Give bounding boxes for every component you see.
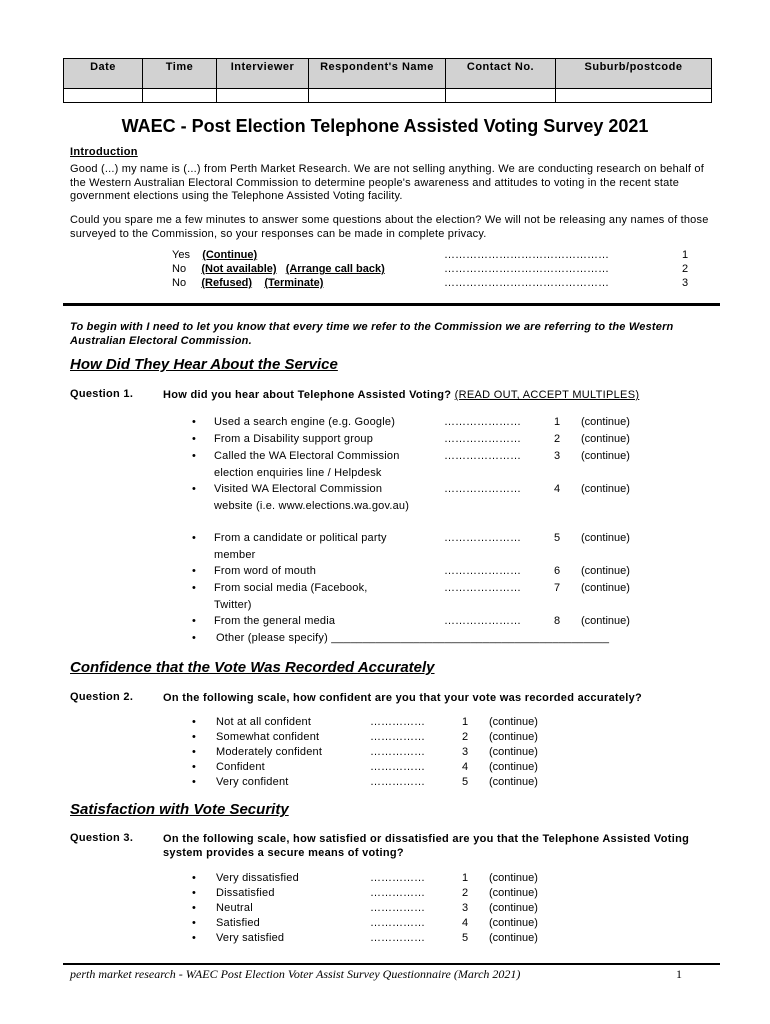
cell-suburb-postcode[interactable]: [556, 89, 712, 103]
option-answer: Yes: [172, 249, 190, 261]
bullet-icon: •: [192, 776, 196, 788]
option-code: 7: [554, 582, 561, 594]
q2-option-2[interactable]: Somewhat confident: [216, 731, 320, 743]
q3-option-2[interactable]: Dissatisfied: [216, 887, 275, 899]
cell-contact-no[interactable]: [446, 89, 556, 103]
option-action: (continue): [489, 932, 538, 944]
bullet-icon: •: [192, 917, 196, 929]
bullet-icon: •: [192, 582, 196, 594]
cell-time[interactable]: [143, 89, 217, 103]
option-action: (continue): [581, 582, 630, 594]
option-action: (continue): [581, 532, 630, 544]
col-date: Date: [64, 59, 143, 89]
option-code: 5: [462, 932, 469, 944]
footer-divider: [63, 963, 720, 965]
footer-text: perth market research - WAEC Post Election Voter Assist Survey Questionnaire (March 2021): [70, 967, 521, 981]
question-1-label: Question 1.: [70, 388, 134, 400]
option-answer: No: [172, 277, 187, 289]
col-time: Time: [143, 59, 217, 89]
dot-leader: ……………: [370, 902, 425, 914]
dot-leader: …………………: [444, 433, 521, 445]
commission-note: To begin with I need to let you know that every time we refer to the Commission we are referring to the Western Australian Electoral Commission.: [70, 321, 674, 347]
col-interviewer: Interviewer: [217, 59, 309, 89]
q3-option-4[interactable]: Satisfied: [216, 917, 260, 929]
dot-leader: ………………………………………: [444, 277, 609, 289]
bullet-icon: •: [192, 433, 196, 445]
q1-option-8[interactable]: From the general media: [214, 615, 336, 627]
dot-leader: ……………: [370, 887, 425, 899]
section-heading-security: Satisfaction with Vote Security: [70, 801, 289, 818]
option-code: 1: [554, 416, 561, 428]
col-suburb-postcode: Suburb/postcode: [556, 59, 712, 89]
option-code: 3: [462, 902, 469, 914]
dot-leader: ……………: [370, 731, 425, 743]
col-respondent-name: Respondent's Name: [309, 59, 446, 89]
dot-leader: ……………: [370, 932, 425, 944]
bullet-icon: •: [192, 632, 196, 644]
intro-paragraph-2: Could you spare me a few minutes to answer some questions about the election? We will not be releasing any names of those surveyed to the Commission, so your responses can be made in complete privacy.: [70, 214, 709, 240]
question-1-text: [163, 388, 639, 402]
q1-option-2[interactable]: From a Disability support group: [214, 433, 374, 445]
intro-option-no-not-available: [172, 263, 385, 275]
bullet-icon: •: [192, 532, 196, 544]
intro-heading: Introduction: [70, 146, 138, 158]
option-action: (continue): [489, 746, 538, 758]
option-action: (Terminate): [264, 277, 324, 289]
option-code: 1: [462, 716, 469, 728]
bullet-icon: •: [192, 887, 196, 899]
bullet-icon: •: [192, 450, 196, 462]
option-code: 4: [554, 483, 561, 495]
dot-leader: ………………………………………: [444, 263, 609, 275]
col-contact-no: Contact No.: [446, 59, 556, 89]
q1-option-4[interactable]: Visited WA Electoral Commission website (i.e. www.elections.wa.gov.au): [214, 483, 410, 512]
bullet-icon: •: [192, 615, 196, 627]
option-action: (continue): [489, 716, 538, 728]
section-divider: [63, 303, 720, 306]
option-code: 2: [462, 731, 469, 743]
q2-option-5[interactable]: Very confident: [216, 776, 289, 788]
option-action: (continue): [581, 565, 630, 577]
bullet-icon: •: [192, 416, 196, 428]
option-code: 4: [462, 761, 469, 773]
option-code: 2: [682, 263, 689, 275]
option-action: (Continue): [202, 249, 258, 261]
document-title: WAEC - Post Election Telephone Assisted Voting Survey 2021: [121, 116, 649, 136]
section-heading-how-heard: How Did They Hear About the Service: [70, 356, 338, 373]
option-code: 5: [462, 776, 469, 788]
q3-option-1[interactable]: Very dissatisfied: [216, 872, 299, 884]
dot-leader: …………………: [444, 483, 521, 495]
option-code: 3: [682, 277, 689, 289]
option-code: 1: [462, 872, 469, 884]
option-code: 8: [554, 615, 561, 627]
question-1-instruction: (READ OUT, ACCEPT MULTIPLES): [454, 389, 640, 401]
bullet-icon: •: [192, 902, 196, 914]
bullet-icon: •: [192, 483, 196, 495]
option-answer: No: [172, 263, 187, 275]
bullet-icon: •: [192, 932, 196, 944]
option-code: 2: [462, 887, 469, 899]
bullet-icon: •: [192, 746, 196, 758]
question-2-label: Question 2.: [70, 691, 134, 703]
dot-leader: …………………: [444, 416, 521, 428]
option-action: (Arrange call back): [285, 263, 385, 275]
interview-header-table: [63, 58, 712, 103]
cell-date[interactable]: [64, 89, 143, 103]
bullet-icon: •: [192, 731, 196, 743]
dot-leader: ……………: [370, 746, 425, 758]
option-action: (Not available): [201, 263, 277, 275]
q2-option-3[interactable]: Moderately confident: [216, 746, 323, 758]
q1-option-5[interactable]: From a candidate or political party member: [214, 532, 387, 561]
option-code: 3: [554, 450, 561, 462]
bullet-icon: •: [192, 872, 196, 884]
option-action: (continue): [489, 917, 538, 929]
option-action: (continue): [581, 416, 630, 428]
option-code: 5: [554, 532, 561, 544]
dot-leader: …………………: [444, 450, 521, 462]
option-code: 4: [462, 917, 469, 929]
intro-option-yes: [172, 249, 257, 261]
option-action: (continue): [489, 761, 538, 773]
dot-leader: …………………: [444, 582, 521, 594]
dot-leader: …………………: [444, 532, 521, 544]
question-3-text: On the following scale, how satisfied or dissatisfied are you that the Telephone Assisted Voting system provides a secure means of voting?: [163, 833, 690, 859]
option-action: (continue): [489, 872, 538, 884]
q2-option-1[interactable]: Not at all confident: [216, 716, 312, 728]
page-number: 1: [676, 967, 682, 981]
option-code: 3: [462, 746, 469, 758]
option-code: 6: [554, 565, 561, 577]
option-action: (continue): [581, 433, 630, 445]
option-action: (continue): [489, 902, 538, 914]
q2-option-4[interactable]: Confident: [216, 761, 265, 773]
cell-interviewer[interactable]: [217, 89, 309, 103]
question-2-text: On the following scale, how confident are you that your vote was recorded accurately?: [163, 692, 643, 704]
q1-option-7[interactable]: From social media (Facebook, Twitter): [214, 582, 368, 611]
option-action: (continue): [581, 615, 630, 627]
intro-option-no-refused: [172, 277, 323, 289]
dot-leader: ……………: [370, 761, 425, 773]
q3-option-5[interactable]: Very satisfied: [216, 932, 285, 944]
q1-option-other[interactable]: Other (please specify) ____________________________________________: [216, 632, 610, 644]
option-action: (continue): [489, 776, 538, 788]
bullet-icon: •: [192, 565, 196, 577]
dot-leader: …………………: [444, 615, 521, 627]
option-code: 2: [554, 433, 561, 445]
intro-paragraph-1: Good (...) my name is (...) from Perth Market Research. We are not selling anything. We are conducting research on behalf of the Western Australian Electoral Commission to determine people's awareness and attitudes to voting in the recent state government elections using the Telephone Assisted Voting facility.: [70, 163, 704, 202]
bullet-icon: •: [192, 761, 196, 773]
dot-leader: ……………: [370, 776, 425, 788]
q1-option-6[interactable]: From word of mouth: [214, 565, 317, 577]
dot-leader: ……………: [370, 716, 425, 728]
bullet-icon: •: [192, 716, 196, 728]
option-action: (continue): [581, 483, 630, 495]
q1-option-1[interactable]: Used a search engine (e.g. Google): [214, 416, 396, 428]
question-3-label: Question 3.: [70, 832, 134, 844]
option-code: 1: [682, 249, 689, 261]
section-heading-confidence: Confidence that the Vote Was Recorded Accurately: [70, 659, 435, 676]
dot-leader: ……………: [370, 872, 425, 884]
option-action: (Refused): [201, 277, 253, 289]
question-1-prompt: How did you hear about Telephone Assisted Voting?: [163, 389, 452, 401]
q1-option-3[interactable]: Called the WA Electoral Commission election enquiries line / Helpdesk: [214, 450, 400, 479]
dot-leader: ……………: [370, 917, 425, 929]
dot-leader: ………………………………………: [444, 249, 609, 261]
cell-respondent-name[interactable]: [309, 89, 446, 103]
q3-option-3[interactable]: Neutral: [216, 902, 253, 914]
option-action: (continue): [489, 731, 538, 743]
option-action: (continue): [489, 887, 538, 899]
dot-leader: …………………: [444, 565, 521, 577]
option-action: (continue): [581, 450, 630, 462]
